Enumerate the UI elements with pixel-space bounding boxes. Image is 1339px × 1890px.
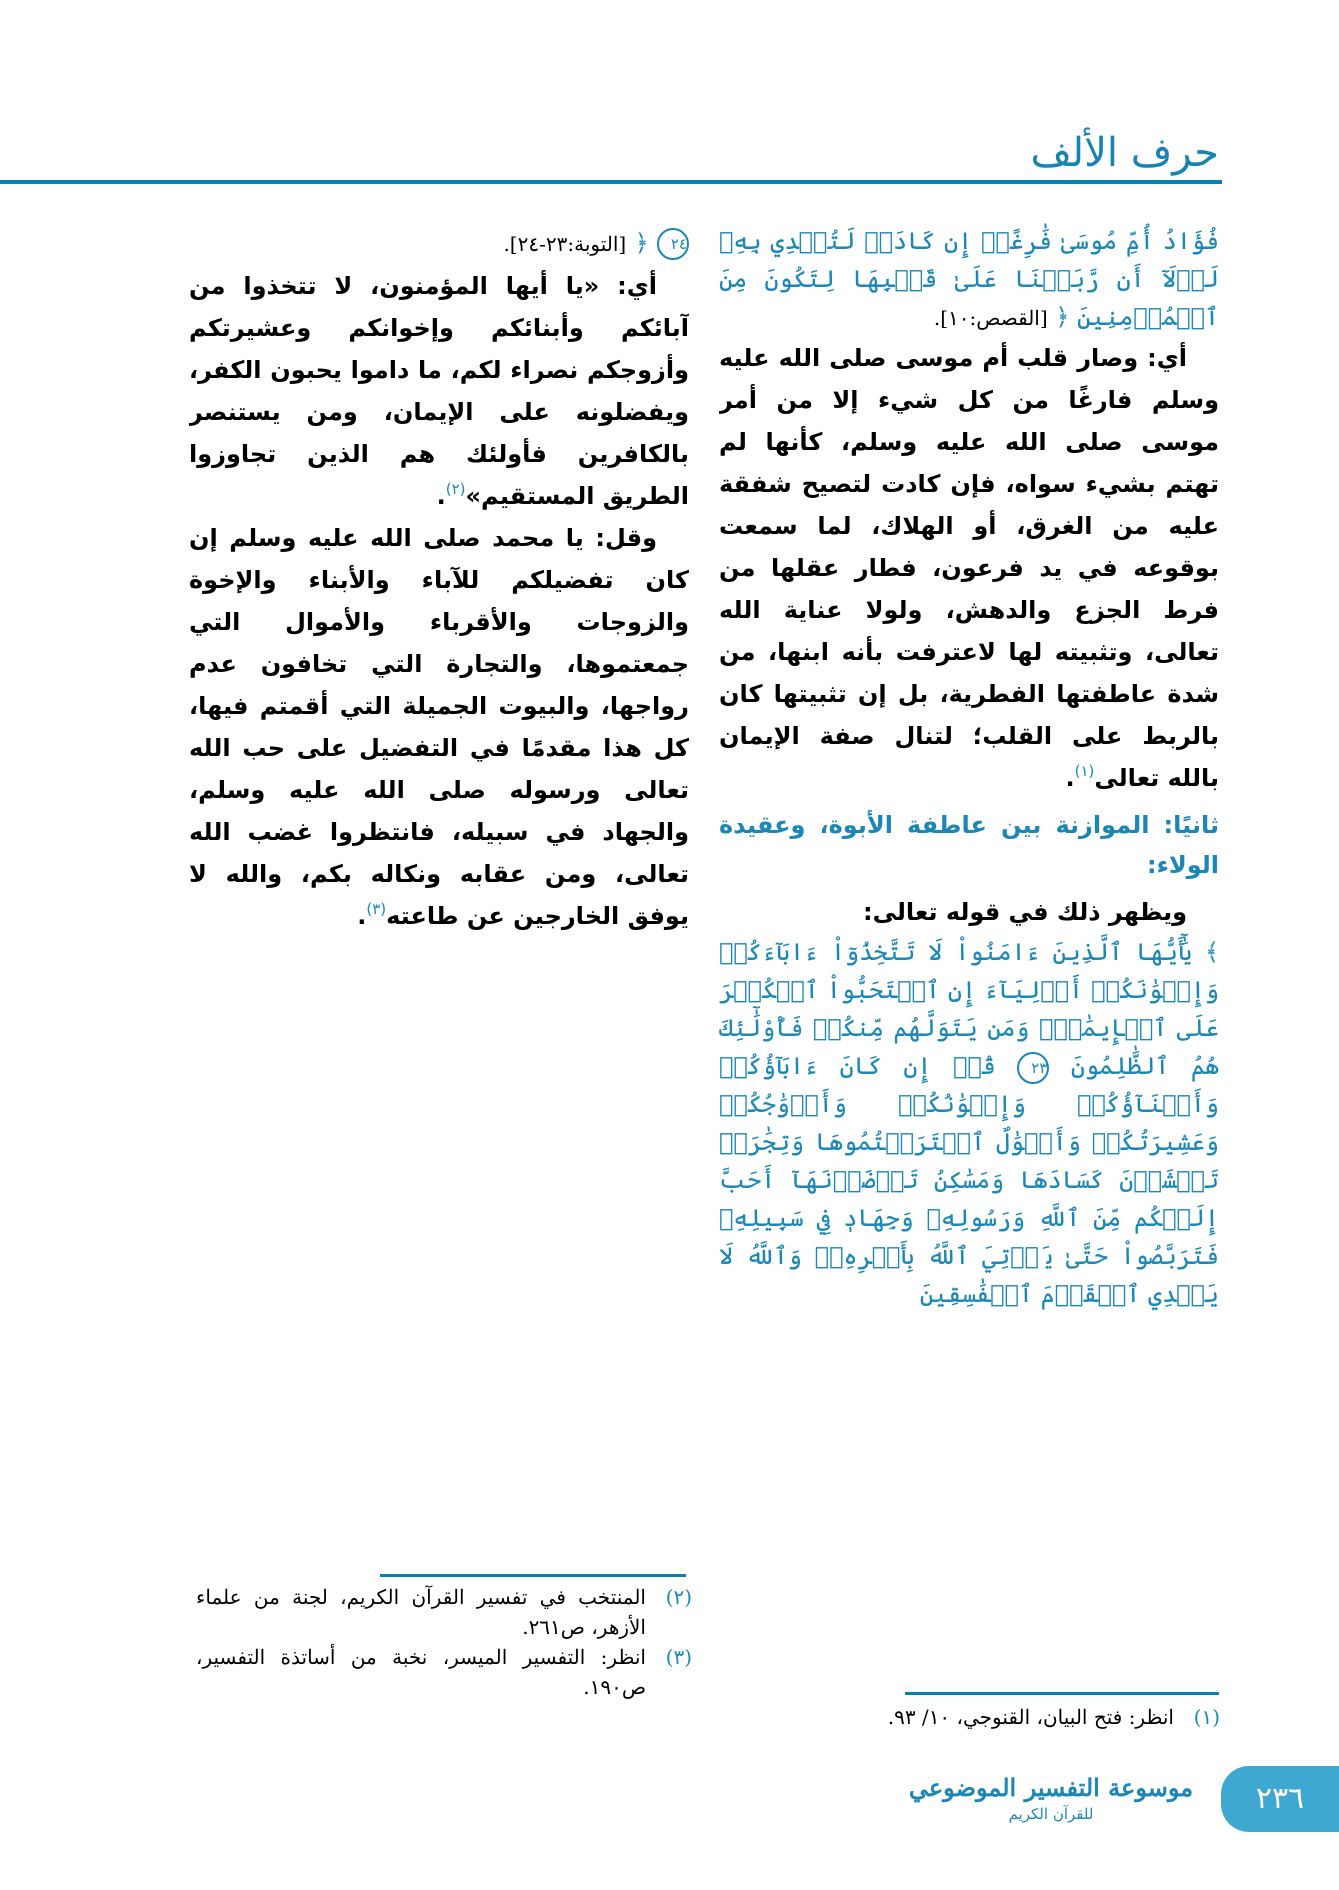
- paragraph-text: أي: وصار قلب أم موسى صلى الله عليه وسلم فارغًا من كل شيء إلا من أمر موسى صلى الله عليه وسلم، كأنها لم تهتم بشيء سواه، فإن كادت لتصيح شفقة عليه من الغرق، أو الهلاك، لما سمعت بوقوعه في يد فرعون، فطار عقلها من فرط الجزع والدهش، ولولا عناية الله تعالى، وتثبيته لها لاعترفت بأنه ابنها، من شدة عاطفتها الفطرية، بل إن تثبيتها كان بالربط على القلب؛ لتنال صفة الإيمان بالله تعالى: [719, 344, 1219, 792]
- section-subheading: ثانيًا: الموازنة بين عاطفة الأبوة، وعقيدة الولاء:: [719, 811, 1219, 879]
- verse-reference: [القصص:١٠].: [933, 306, 1048, 330]
- quran-verse-qasas: [719, 222, 1219, 337]
- paragraph-text: وقل: يا محمد صلى الله عليه وسلم إن كان تفضيلكم للآباء والأبناء والإخوة والزوجات والأقرباء والأموال التي جمعتموها، والتجارة التي تخافون عدم رواجها، والبيوت الجميلة التي أقمتم فيها، كل هذا مقدمًا في التفضيل على حب الله تعالى ورسوله صلى الله عليه وسلم، والجهاد في سبيله، فانتظروا غضب الله تعالى، ومن عقابه ونكاله بكم، والله لا يوفق الخارجين عن طاعته: [189, 524, 689, 930]
- ayah-number-badge: ٢٤: [657, 228, 689, 260]
- right-column: [719, 222, 1219, 1684]
- paragraph-text: أي: «يا أيها المؤمنون، لا تتخذوا من آبائكم وأبنائكم وإخوانكم وعشيرتكم وأزوجكم نصراء لكم، ما داموا يحبون الكفر، ويفضلونه على الإيمان، ومن يستنصر بالكافرين فأولئك هم الذين تجاوزوا الطريق المستقيم»: [189, 272, 689, 510]
- quran-verse-tawba: [719, 933, 1219, 1313]
- header-rule: [0, 180, 1222, 184]
- footnote-text: المنتخب في تفسير القرآن الكريم، لجنة من علماء الأزهر، ص٢٦١.: [196, 1585, 646, 1639]
- footnote-number: (٣): [665, 1645, 692, 1669]
- quran-bracket-open-icon: ﴾: [1204, 938, 1219, 966]
- logo-subtitle: للقرآن الكريم: [1008, 1805, 1094, 1823]
- footnote-mark[interactable]: (١): [1074, 762, 1095, 780]
- footnotes-right: [720, 1702, 1220, 1732]
- paragraph: أي: وصار قلب أم موسى صلى الله عليه وسلم فارغًا من كل شيء إلا من أمر موسى صلى الله عليه وسلم، كأنها لم تهتم بشيء سواه، فإن كادت لتصيح شفقة عليه من الغرق، أو الهلاك، لما سمعت بوقوعه في يد فرعون، فطار عقلها من فرط الجزع والدهش، ولولا عناية الله تعالى، وتثبيته لها لاعترفت بأنه ابنها، من شدة عاطفتها الفطرية، بل إن تثبيتها كان بالربط على القلب؛ لتنال صفة الإيمان بالله تعالى$^{(١)}$.: [719, 344, 1219, 792]
- footnote-item: [720, 1702, 1220, 1732]
- encyclopedia-logo: [901, 1772, 1201, 1824]
- quran-text: يَٰٓأَيُّهَا ٱلَّذِينَ ءَامَنُواْ لَا تَتَّخِذُوٓاْ ءَابَآءَكُمۡ وَإِخۡوَٰنَكُمۡ أَوۡلِيَآءَ إِنِ ٱسۡتَحَبُّواْ ٱلۡكُفۡرَ عَلَى ٱلۡإِيمَٰنِۚ وَمَن يَتَوَلَّهُم مِّنكُمۡ فَأُوْلَٰٓئِكَ هُمُ ٱلظَّٰلِمُونَ: [719, 938, 1219, 1080]
- quran-bracket-close-icon: ﴿: [634, 229, 649, 257]
- chapter-title: حرف الألف: [1030, 130, 1219, 176]
- quran-bracket-close-icon: ﴿: [1055, 303, 1070, 331]
- footnote-text: انظر: فتح البيان، القنوجي، ١٠/ ٩٣.: [887, 1705, 1174, 1729]
- footnote-text: انظر: التفسير الميسر، نخبة من أساتذة التفسير، ص١٩٠.: [196, 1645, 646, 1699]
- footnote-rule: [905, 1692, 1219, 1695]
- paragraph: وقل: يا محمد صلى الله عليه وسلم إن كان تفضيلكم للآباء والأبناء والإخوة والزوجات والأقرباء والأموال التي جمعتموها، والتجارة التي تخافون عدم رواجها، والبيوت الجميلة التي أقمتم فيها، كل هذا مقدمًا في التفضيل على حب الله تعالى ورسوله صلى الله عليه وسلم، والجهاد في سبيله، فانتظروا غضب الله تعالى، ومن عقابه ونكاله بكم، والله لا يوفق الخارجين عن طاعته$^{(٣)}$.: [189, 524, 689, 930]
- footnote-number: (١): [1193, 1705, 1220, 1729]
- paragraph-text: ويظهر ذلك في قوله تعالى:: [863, 898, 1187, 926]
- quran-text: قُلۡ إِن كَانَ ءَابَآؤُكُمۡ وَأَبۡنَآؤُكُمۡ وَإِخۡوَٰنُكُمۡ وَأَزۡوَٰجُكُمۡ وَعَشِيرَتُكُمۡ وَأَمۡوَٰلٌ ٱقۡتَرَفۡتُمُوهَا وَتِجَٰرَةٞ تَخۡشَوۡنَ كَسَادَهَا وَمَسَٰكِنُ تَرۡضَوۡنَهَآ أَحَبَّ إِلَيۡكُم مِّنَ ٱللَّهِ وَرَسُولِهِۦ وَجِهَادٖ فِي سَبِيلِهِۦ فَتَرَبَّصُواْ حَتَّىٰ يَأۡتِيَ ٱللَّهُ بِأَمۡرِهِۦۗ وَٱللَّهُ لَا يَهۡدِي ٱلۡقَوۡمَ ٱلۡفَٰسِقِينَ: [719, 1052, 1219, 1308]
- footnote-mark[interactable]: (٢): [445, 480, 466, 498]
- footnote-item: [196, 1582, 692, 1642]
- page-number: ٢٣٦: [1221, 1766, 1339, 1832]
- logo-title: موسوعة التفسير الموضوعي: [908, 1773, 1194, 1802]
- verse-end-line: [189, 222, 689, 265]
- footnotes-left: [196, 1582, 692, 1702]
- left-column: [189, 222, 689, 1566]
- footnote-item: [196, 1642, 692, 1702]
- paragraph: [719, 891, 1219, 933]
- paragraph: أي: «يا أيها المؤمنون، لا تتخذوا من آبائكم وأبنائكم وإخوانكم وعشيرتكم وأزوجكم نصراء لكم، ما داموا يحبون الكفر، ويفضلونه على الإيمان، ومن يستنصر بالكافرين فأولئك هم الذين تجاوزوا الطريق المستقيم»$^{(٢)}$.: [189, 272, 689, 510]
- footnote-number: (٢): [665, 1585, 692, 1609]
- verse-reference: [التوبة:٢٣-٢٤].: [503, 232, 627, 256]
- ayah-number-badge: ٢٣: [1017, 1052, 1049, 1084]
- footnote-mark[interactable]: (٣): [366, 900, 387, 918]
- quran-text: فُؤَادُ أُمِّ مُوسَىٰ فَٰرِغًاۖ إِن كَادَتۡ لَتُبۡدِي بِهِۦ لَوۡلَآ أَن رَّبَطۡنَا عَلَىٰ قَلۡبِهَا لِتَكُونَ مِنَ ٱلۡمُؤۡمِنِينَ: [719, 227, 1219, 331]
- footnote-rule: [380, 1574, 686, 1577]
